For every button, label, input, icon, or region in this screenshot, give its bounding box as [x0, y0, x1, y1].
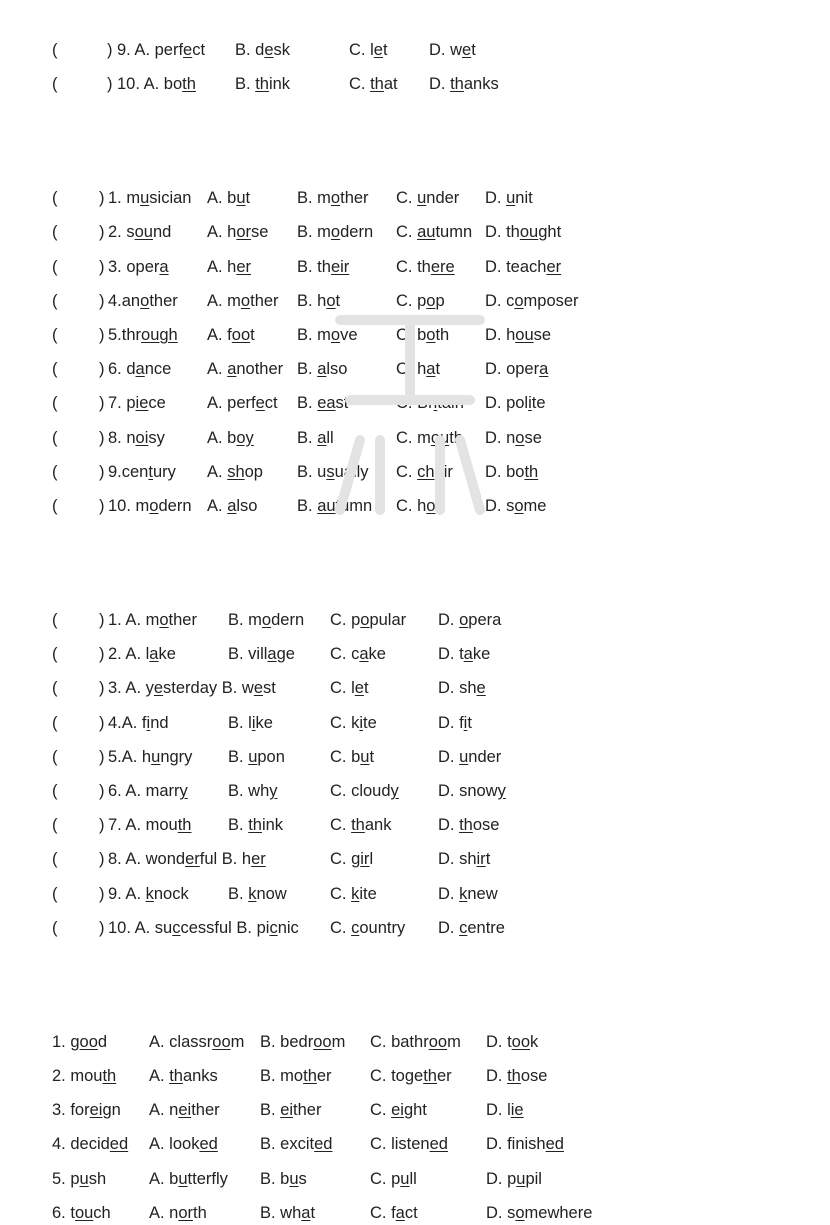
option-b: B. know	[228, 884, 287, 903]
option-d: D. centre	[438, 918, 505, 937]
answer-paren-open[interactable]: (	[52, 713, 58, 732]
option-d: D. shirt	[438, 850, 491, 869]
question-row	[52, 1167, 752, 1191]
question-row	[52, 426, 752, 450]
option-c: C. both	[396, 326, 450, 344]
answer-paren-close: )	[99, 713, 105, 732]
option-d: D. wet	[429, 41, 476, 59]
answer-paren-close: )	[99, 462, 105, 481]
question-word: 5.A. hungry	[108, 747, 193, 766]
option-c: C. thank	[330, 816, 392, 835]
question-word: 3. foreign	[52, 1101, 121, 1120]
option-c: C. fact	[370, 1203, 418, 1222]
option-a: A. neither	[149, 1101, 220, 1120]
option-c: C. Britain	[396, 394, 464, 413]
answer-paren-close: )	[99, 189, 105, 208]
option-c: C. let	[349, 41, 388, 59]
question-row	[52, 745, 752, 769]
option-d: D. snowy	[438, 782, 506, 800]
answer-paren-open[interactable]: (	[52, 679, 58, 698]
option-b: B. upon	[228, 747, 285, 766]
answer-paren-close: )	[99, 223, 105, 242]
answer-paren-open[interactable]: (	[52, 291, 58, 310]
question-row	[52, 289, 752, 313]
answer-paren-open[interactable]: (	[52, 611, 58, 629]
question-row	[52, 323, 752, 347]
option-c: C. autumn	[396, 223, 473, 242]
answer-paren-close: )	[107, 75, 113, 94]
answer-paren-close: )	[99, 816, 105, 835]
question-row	[52, 1132, 752, 1156]
option-b: B. think	[235, 75, 291, 94]
question-row	[52, 779, 752, 803]
option-a: A. perfect	[207, 394, 278, 413]
answer-paren-open[interactable]: (	[52, 360, 58, 379]
answer-paren-close: )	[99, 360, 105, 379]
option-b: B. move	[297, 326, 358, 344]
option-d: D. nose	[485, 428, 542, 447]
option-c: C. cloudy	[330, 782, 399, 800]
option-d: D. house	[485, 326, 552, 344]
option-c: C. listened	[370, 1135, 448, 1154]
option-d: D. knew	[438, 884, 498, 903]
answer-paren-open[interactable]: (	[52, 223, 58, 242]
option-a: A. classroom	[149, 1032, 245, 1051]
question-word: 8. noisy	[108, 428, 165, 447]
option-b: B. think	[228, 816, 284, 835]
option-c: C. bathroom	[370, 1032, 461, 1051]
option-b: B. mother	[297, 189, 369, 208]
option-b: B. bedroom	[260, 1032, 346, 1051]
question-word: 4.A. find	[108, 713, 169, 732]
option-b: B. village	[228, 645, 295, 664]
answer-paren-open[interactable]: (	[52, 850, 58, 869]
option-c: C. mouth	[396, 428, 463, 447]
option-d: D. somewhere	[486, 1203, 593, 1222]
question-word: 2. mouth	[52, 1067, 117, 1085]
question-word: 7. A. mouth	[108, 816, 192, 835]
option-a: A. horse	[207, 223, 269, 242]
answer-paren-open[interactable]: (	[52, 645, 58, 664]
option-d: D. some	[485, 497, 547, 515]
question-row	[52, 494, 752, 518]
answer-paren-close: )	[99, 918, 105, 937]
option-b: B. modern	[297, 223, 374, 242]
question-row	[52, 220, 752, 244]
answer-paren-close: )	[99, 291, 105, 310]
question-row	[52, 676, 752, 700]
option-b: B. east	[297, 394, 349, 413]
question-word: 3. opera	[108, 257, 169, 276]
answer-paren-open[interactable]: (	[52, 462, 58, 481]
question-word: 5.through	[108, 326, 178, 344]
question-word: 10. A. successful B. picnic	[108, 918, 299, 937]
option-b: B. usually	[297, 462, 369, 481]
answer-paren-open[interactable]: (	[52, 41, 58, 59]
answer-paren-open[interactable]: (	[52, 394, 58, 413]
option-d: D. teacher	[485, 257, 562, 276]
option-c: C. eight	[370, 1101, 427, 1120]
option-a: A. foot	[207, 326, 255, 344]
option-c: C. kite	[330, 884, 377, 903]
option-a: A. her	[207, 257, 252, 276]
option-d: D. both	[485, 462, 539, 481]
option-c: C. let	[330, 679, 369, 698]
question-row	[52, 186, 752, 210]
option-d: D. took	[486, 1032, 539, 1051]
option-a: A. also	[207, 497, 258, 515]
option-c: C. pop	[396, 291, 445, 310]
question-row	[52, 916, 752, 940]
question-row	[52, 1064, 752, 1088]
option-d: D. fit	[438, 713, 472, 732]
option-c: C. but	[330, 747, 375, 766]
option-c: C. under	[396, 189, 460, 208]
option-d: D. she	[438, 679, 486, 698]
question-row	[52, 711, 752, 735]
option-b: B. autumn	[297, 497, 373, 515]
answer-paren-open[interactable]: (	[52, 189, 58, 208]
question-word: 9. A. perfect	[117, 41, 206, 59]
option-b: B. bus	[260, 1169, 307, 1188]
answer-paren-close: )	[99, 394, 105, 413]
option-a: A. north	[149, 1203, 207, 1222]
option-b: B. their	[297, 257, 350, 276]
option-d: D. under	[438, 747, 502, 766]
option-a: A. shop	[207, 462, 263, 481]
option-d: D. lie	[486, 1101, 524, 1120]
question-row	[52, 357, 752, 381]
option-a: A. looked	[149, 1135, 218, 1154]
question-word: 6. dance	[108, 360, 172, 379]
option-a: A. butterfly	[149, 1169, 228, 1188]
question-row	[52, 460, 752, 484]
answer-paren-open[interactable]: (	[52, 816, 58, 835]
option-b: B. what	[260, 1203, 316, 1222]
question-word: 10. A. both	[117, 75, 196, 94]
question-word: 4.another	[108, 291, 178, 310]
question-word: 2. sound	[108, 223, 172, 242]
question-word: 2. A. lake	[108, 645, 176, 664]
option-a: A. boy	[207, 428, 254, 447]
option-d: D. those	[486, 1067, 548, 1085]
answer-paren-close: )	[99, 497, 105, 515]
option-a: A. but	[207, 189, 251, 208]
option-b: B. mother	[260, 1067, 332, 1085]
option-c: C. hot	[396, 497, 441, 515]
answer-paren-open[interactable]: (	[52, 884, 58, 903]
option-c: C. cake	[330, 645, 386, 664]
option-b: B. also	[297, 360, 348, 379]
option-d: D. those	[438, 816, 500, 835]
option-c: C. hat	[396, 360, 441, 379]
question-word: 8. A. wonderful B. her	[108, 850, 266, 869]
question-word: 1. A. mother	[108, 611, 197, 629]
option-b: B. why	[228, 782, 278, 800]
option-d: D. thanks	[429, 75, 499, 94]
option-c: C. pull	[370, 1169, 417, 1188]
option-d: D. composer	[485, 291, 579, 310]
answer-paren-open[interactable]: (	[52, 257, 58, 276]
question-word: 7. piece	[108, 394, 166, 413]
option-d: D. opera	[485, 360, 549, 379]
option-d: D. take	[438, 645, 491, 664]
answer-paren-close: )	[99, 679, 105, 698]
question-row	[52, 38, 752, 62]
question-word: 1. musician	[108, 189, 192, 208]
question-row	[52, 255, 752, 279]
option-b: B. desk	[235, 41, 291, 59]
answer-paren-open[interactable]: (	[52, 428, 58, 447]
question-row	[52, 642, 752, 666]
option-d: D. polite	[485, 394, 546, 413]
question-word: 9.century	[108, 462, 176, 481]
option-b: B. all	[297, 428, 334, 447]
answer-paren-close: )	[99, 257, 105, 276]
option-b: B. modern	[228, 611, 305, 629]
option-d: D. pupil	[486, 1169, 542, 1188]
answer-paren-close: )	[99, 747, 105, 766]
question-row	[52, 882, 752, 906]
question-row	[52, 1201, 752, 1225]
question-word: 9. A. knock	[108, 884, 189, 903]
answer-paren-close: )	[99, 611, 105, 629]
answer-paren-open[interactable]: (	[52, 747, 58, 766]
question-word: 1. good	[52, 1032, 108, 1051]
question-row	[52, 847, 752, 871]
option-d: D. finished	[486, 1135, 564, 1154]
option-b: B. excited	[260, 1135, 333, 1154]
question-word: 10. modern	[108, 497, 192, 515]
question-word: 3. A. yesterday B. west	[108, 679, 276, 698]
option-c: C. there	[396, 257, 455, 276]
option-a: A. another	[207, 360, 284, 379]
answer-paren-open[interactable]: (	[52, 782, 58, 800]
question-row	[52, 813, 752, 837]
answer-paren-close: )	[99, 884, 105, 903]
option-a: A. mother	[207, 291, 279, 310]
option-c: C. girl	[330, 850, 374, 869]
answer-paren-close: )	[107, 41, 113, 59]
question-word: 6. A. marry	[108, 782, 188, 800]
option-c: C. that	[349, 75, 398, 94]
question-row	[52, 72, 752, 96]
answer-paren-close: )	[99, 850, 105, 869]
option-d: D. opera	[438, 611, 502, 629]
question-row	[52, 391, 752, 415]
question-word: 5. push	[52, 1169, 107, 1188]
answer-paren-close: )	[99, 428, 105, 447]
option-d: D. unit	[485, 189, 533, 208]
option-d: D. thought	[485, 223, 562, 242]
question-row	[52, 1098, 752, 1122]
answer-paren-close: )	[99, 782, 105, 800]
answer-paren-open[interactable]: (	[52, 497, 58, 515]
option-b: B. hot	[297, 291, 341, 310]
question-word: 4. decided	[52, 1135, 129, 1154]
option-c: C. country	[330, 918, 406, 937]
answer-paren-open[interactable]: (	[52, 918, 58, 937]
answer-paren-close: )	[99, 326, 105, 344]
option-c: C. together	[370, 1067, 452, 1085]
answer-paren-close: )	[99, 645, 105, 664]
option-b: B. like	[228, 713, 273, 732]
option-c: C. popular	[330, 611, 407, 629]
option-a: A. thanks	[149, 1067, 218, 1085]
option-c: C. chair	[396, 462, 453, 481]
answer-paren-open[interactable]: (	[52, 75, 58, 94]
question-word: 6. touch	[52, 1203, 111, 1222]
question-row	[52, 1030, 752, 1054]
option-b: B. either	[260, 1101, 322, 1120]
answer-paren-open[interactable]: (	[52, 326, 58, 344]
question-row	[52, 608, 752, 632]
option-c: C. kite	[330, 713, 377, 732]
